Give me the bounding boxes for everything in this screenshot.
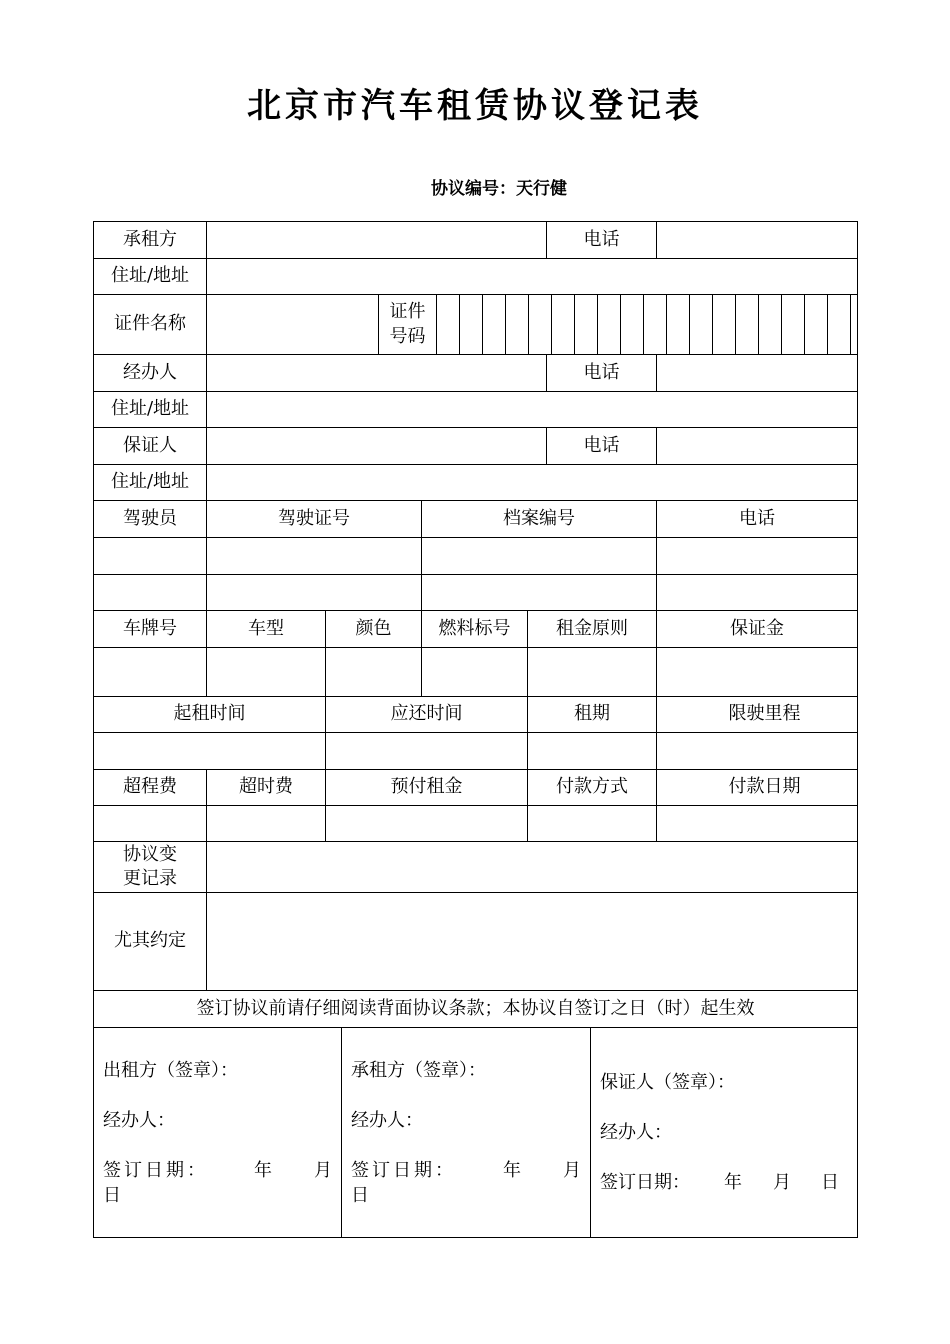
id-name-label: 证件名称 bbox=[114, 313, 186, 334]
id-digit-box-line bbox=[643, 294, 644, 355]
id-digit-box-line bbox=[597, 294, 598, 355]
agreement-number-value: 天行健 bbox=[516, 179, 567, 199]
lessor-month-label: 月 bbox=[314, 1160, 332, 1181]
row-line bbox=[93, 769, 858, 770]
id-digit-box-line bbox=[459, 294, 460, 355]
lessee-day-label: 日 bbox=[351, 1185, 369, 1206]
row-line bbox=[93, 537, 858, 538]
handler-label: 经办人 bbox=[123, 362, 177, 383]
handler-phone-label: 电话 bbox=[583, 362, 620, 383]
lessor-date-label: 签订日期： bbox=[103, 1160, 208, 1181]
lessee-field[interactable] bbox=[207, 222, 546, 258]
id-digit-box-line bbox=[666, 294, 667, 355]
handler-field[interactable] bbox=[207, 355, 546, 391]
license-no-header: 驾驶证号 bbox=[278, 508, 350, 529]
id-digit-box-line bbox=[528, 294, 529, 355]
lessee-address-label: 住址/地址 bbox=[110, 265, 190, 286]
lessor-year-label: 年 bbox=[254, 1160, 272, 1181]
lessee-handler-label: 经办人： bbox=[351, 1110, 423, 1131]
deposit-header: 保证金 bbox=[730, 618, 784, 639]
guarantor-field[interactable] bbox=[207, 428, 546, 464]
guarantor-address-label: 住址/地址 bbox=[110, 471, 190, 492]
id-digit-box-line bbox=[735, 294, 736, 355]
id-digit-box-line bbox=[551, 294, 552, 355]
guarantor-label: 保证人 bbox=[123, 435, 177, 456]
due-time-header: 应还时间 bbox=[390, 703, 463, 724]
lessee-year-label: 年 bbox=[503, 1160, 521, 1181]
row-line bbox=[93, 990, 858, 991]
id-digit-box-line bbox=[712, 294, 713, 355]
id-digit-box-line bbox=[781, 294, 782, 355]
id-digit-box-line bbox=[482, 294, 483, 355]
special-terms-field[interactable] bbox=[207, 893, 857, 990]
guarantor-sign-label: 保证人（签章）： bbox=[600, 1072, 735, 1093]
row-line bbox=[93, 574, 858, 575]
change-log-label-line2: 更记录 bbox=[123, 868, 177, 889]
form-title: 北京市汽车租赁协议登记表 bbox=[247, 86, 703, 126]
guarantor-year-label: 年 bbox=[724, 1172, 742, 1193]
guarantor-address-field[interactable] bbox=[207, 465, 857, 500]
id-digit-box-line bbox=[574, 294, 575, 355]
driver-phone-header: 电话 bbox=[739, 508, 775, 529]
lessee-phone-field[interactable] bbox=[657, 222, 857, 258]
color-header: 颜色 bbox=[355, 618, 392, 639]
rent-principle-header: 租金原则 bbox=[556, 618, 628, 639]
id-number-label-line1: 证件 bbox=[389, 301, 426, 322]
col-line bbox=[590, 1027, 591, 1238]
handler-address-label: 住址/地址 bbox=[110, 398, 190, 419]
lessor-sign-label: 出租方（签章）： bbox=[103, 1060, 238, 1081]
lessee-address-field[interactable] bbox=[207, 259, 857, 294]
row-line bbox=[93, 610, 858, 611]
special-terms-label: 尤其约定 bbox=[114, 930, 186, 951]
row-line bbox=[93, 732, 858, 733]
lessee-month-label: 月 bbox=[563, 1160, 581, 1181]
row-line bbox=[93, 1027, 858, 1028]
guarantor-phone-field[interactable] bbox=[657, 428, 857, 464]
lessee-label: 承租方 bbox=[123, 229, 177, 250]
id-digit-box-line bbox=[505, 294, 506, 355]
payment-date-header: 付款日期 bbox=[728, 776, 801, 797]
agreement-number bbox=[431, 174, 567, 199]
mileage-limit-header: 限驶里程 bbox=[728, 703, 801, 724]
table-border-bottom bbox=[93, 1237, 858, 1238]
overtime-fee-header: 超时费 bbox=[239, 776, 293, 797]
guarantor-day-label: 日 bbox=[821, 1172, 839, 1193]
row-line bbox=[93, 805, 858, 806]
handler-phone-field[interactable] bbox=[657, 355, 857, 391]
lessor-day-label: 日 bbox=[103, 1185, 121, 1206]
row-line bbox=[93, 696, 858, 697]
guarantor-date-label: 签订日期： bbox=[600, 1172, 690, 1193]
plate-header: 车牌号 bbox=[123, 618, 177, 639]
lessee-phone-label: 电话 bbox=[583, 229, 620, 250]
guarantor-handler-label: 经办人： bbox=[600, 1122, 672, 1143]
effective-notice: 签订协议前请仔细阅读背面协议条款；本协议自签订之日（时）起生效 bbox=[196, 998, 755, 1019]
fuel-grade-header: 燃料标号 bbox=[438, 618, 511, 639]
id-number-label-line2: 号码 bbox=[389, 326, 426, 347]
driver-header: 驾驶员 bbox=[123, 508, 177, 529]
col-line bbox=[436, 294, 437, 355]
change-log-label-line1: 协议变 bbox=[123, 844, 177, 865]
agreement-number-label: 协议编号： bbox=[431, 179, 516, 199]
guarantor-month-label: 月 bbox=[773, 1172, 791, 1193]
row-line bbox=[93, 647, 858, 648]
lessee-date-label: 签订日期： bbox=[351, 1160, 456, 1181]
id-name-field[interactable] bbox=[207, 295, 378, 354]
over-mileage-fee-header: 超程费 bbox=[123, 776, 177, 797]
prepaid-rent-header: 预付租金 bbox=[390, 776, 463, 797]
file-no-header: 档案编号 bbox=[503, 508, 575, 529]
id-digit-box-line bbox=[689, 294, 690, 355]
id-digit-box-line bbox=[827, 294, 828, 355]
col-line bbox=[341, 1027, 342, 1238]
id-digit-box-line bbox=[758, 294, 759, 355]
id-digit-box-line bbox=[804, 294, 805, 355]
rent-period-header: 租期 bbox=[574, 703, 610, 724]
lessee-sign-label: 承租方（签章）： bbox=[351, 1060, 486, 1081]
change-log-field[interactable] bbox=[207, 842, 857, 892]
guarantor-phone-label: 电话 bbox=[583, 435, 620, 456]
lessor-handler-label: 经办人： bbox=[103, 1110, 175, 1131]
payment-method-header: 付款方式 bbox=[556, 776, 628, 797]
handler-address-field[interactable] bbox=[207, 392, 857, 427]
car-model-header: 车型 bbox=[248, 618, 284, 639]
id-digit-box-line bbox=[850, 294, 851, 355]
id-digit-box-line bbox=[620, 294, 621, 355]
start-time-header: 起租时间 bbox=[173, 703, 246, 724]
table-border-right bbox=[857, 221, 858, 1238]
row-line bbox=[93, 500, 858, 501]
